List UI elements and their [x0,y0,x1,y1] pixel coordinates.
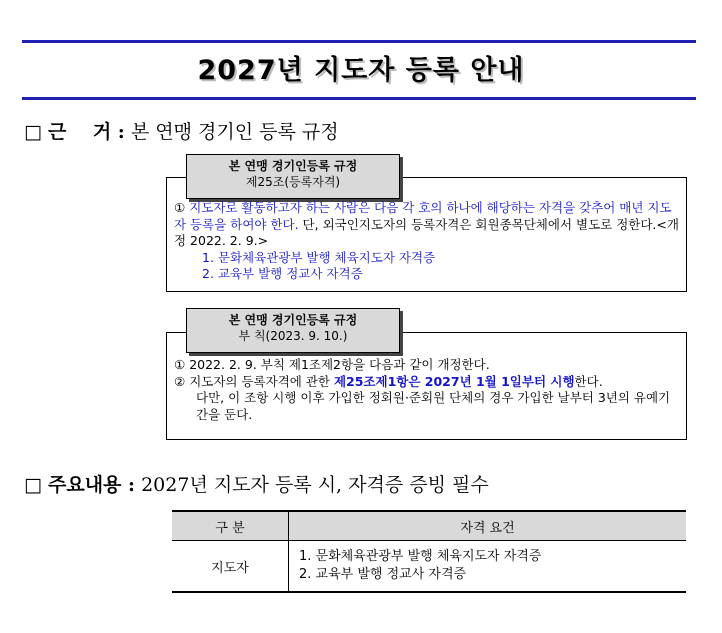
addendum-item-2 [174,374,682,391]
tab-subtitle: 제25조(등록자격) [245,175,341,189]
highlight-text: 제25조제1항은 2027년 1월 1일부터 시행 [333,373,575,389]
header-category: 구 분 [172,511,289,541]
section-summary [24,470,489,497]
top-rule [22,40,696,43]
highlight-text: 지도자로 활동하고자 하는 사람은 다음 각 호의 하나에 해당하는 자격을 갖추어 매년 지도자 등록을 하여야 한다. [174,200,672,232]
addendum-tab [186,308,400,353]
article-rest: 단, 외국인지도자의 등록자격은 회원종목단체에서 별도로 정한다.<개정 2022. 2. 9.> [174,216,679,248]
section-label: 주요내용 : [48,474,136,496]
bullet-box: □ [24,474,42,496]
row-label: 지도자 [172,541,289,593]
title-rule [22,97,696,100]
addendum-text [174,357,682,423]
table-header-row [172,511,686,541]
section-text: 본 연맹 경기인 등록 규정 [130,121,339,143]
sub-item-1: 1. 문화체육관광부 발행 체육지도자 자격증 [202,249,436,265]
section-text: 2027년 지도자 등록 시, 자격증 증빙 필수 [141,474,489,496]
tab-subtitle: 부 칙(2023. 9. 10.) [238,329,348,343]
page-title: 2027년 지도자 등록 안내 [197,55,525,86]
requirements-table [172,510,686,593]
item-text-end: 한다. [574,373,603,389]
item-marker: ① [174,357,186,372]
section-label: 근 거 : [48,121,125,143]
addendum-item-1 [174,357,682,374]
regulation-text [174,200,682,283]
item-marker: ② [174,373,186,389]
tab-title: 본 연맹 경기인등록 규정 [228,159,358,173]
article-item [174,200,682,250]
table-row [172,541,686,593]
section-basis [24,117,339,144]
header-requirements: 자격 요건 [289,511,687,541]
item-marker: ① [174,200,186,215]
sub-item-2: 2. 교육부 발행 정교사 자격증 [202,266,363,281]
bullet-box: □ [24,121,42,143]
requirement-2: 2. 교육부 발행 정교사 자격증 [299,567,467,582]
requirement-1: 1. 문화체육관광부 발행 체육지도자 자격증 [299,549,542,564]
addendum-item-2-cont: 다만, 이 조항 시행 이후 가입한 정회원·준회원 단체의 경우 가입한 날부터 3년의 유예기간을 둔다. [196,390,671,422]
item-text: 2022. 2. 9. 부칙 제1조제2항을 다음과 같이 개정한다. [189,357,490,372]
item-text: 지도자의 등록자격에 관한 [189,373,334,389]
row-requirements [289,541,687,593]
tab-title: 본 연맹 경기인등록 규정 [228,313,358,327]
regulation-tab [186,154,400,199]
